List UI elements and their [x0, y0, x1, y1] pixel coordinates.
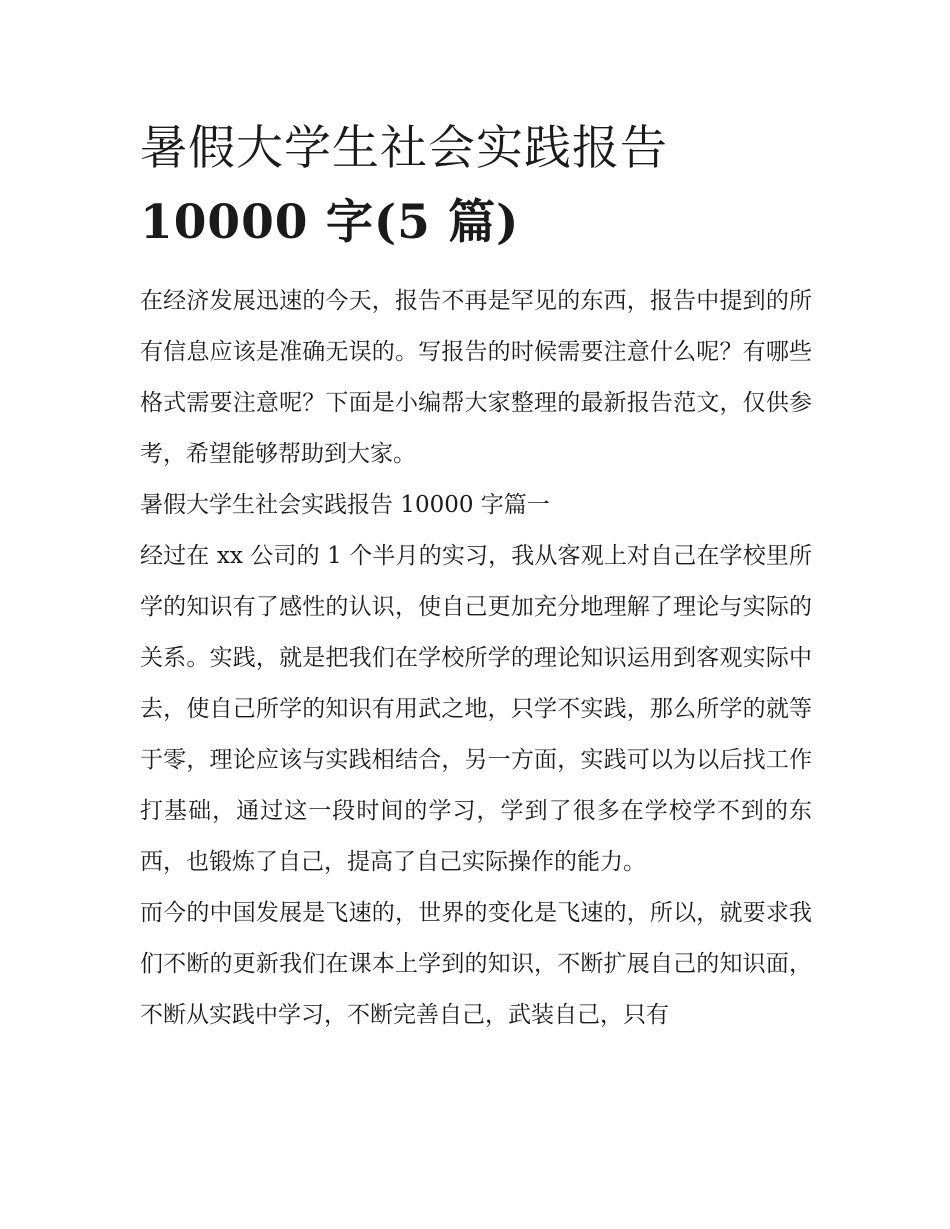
section-heading: 暑假大学生社会实践报告 10000 字篇一	[140, 492, 550, 518]
intro-paragraph: 在经济发展迅速的今天，报告不再是罕见的东西，报告中提到的所有信息应该是准确无误的。写报告的时候需要注意什么呢？有哪些格式需要注意呢？下面是小编帮大家整理的最新报告范文，仅供参考，希望能够帮助到大家。	[140, 288, 812, 467]
body-paragraph: 而今的中国发展是飞速的，世界的变化是飞速的，所以，就要求我们不断的更新我们在课本上学到的知识，不断扩展自己的知识面，不断从实践中学习，不断完善自己，武装自己，只有	[140, 900, 812, 1028]
title-line-2: 10000 字(5 篇)	[140, 195, 520, 250]
document-page	[140, 112, 812, 1041]
title-line-1: 暑假大学生社会实践报告	[140, 121, 668, 176]
document-title	[140, 112, 812, 260]
document-body	[140, 276, 812, 1041]
body-paragraph: 经过在 xx 公司的 1 个半月的实习，我从客观上对自己在学校里所学的知识有了感性的认识，使自己更加充分地理解了理论与实际的关系。实践，就是把我们在学校所学的理论知识运用到客观实际中去，使自己所学的知识有用武之地，只学不实践，那么所学的就等于零，理论应该与实践相结合，另一方面，实践可以为以后找工作打基础，通过这一段时间的学习，学到了很多在学校学不到的东西，也锻炼了自己，提高了自己实际操作的能力。	[140, 543, 812, 875]
